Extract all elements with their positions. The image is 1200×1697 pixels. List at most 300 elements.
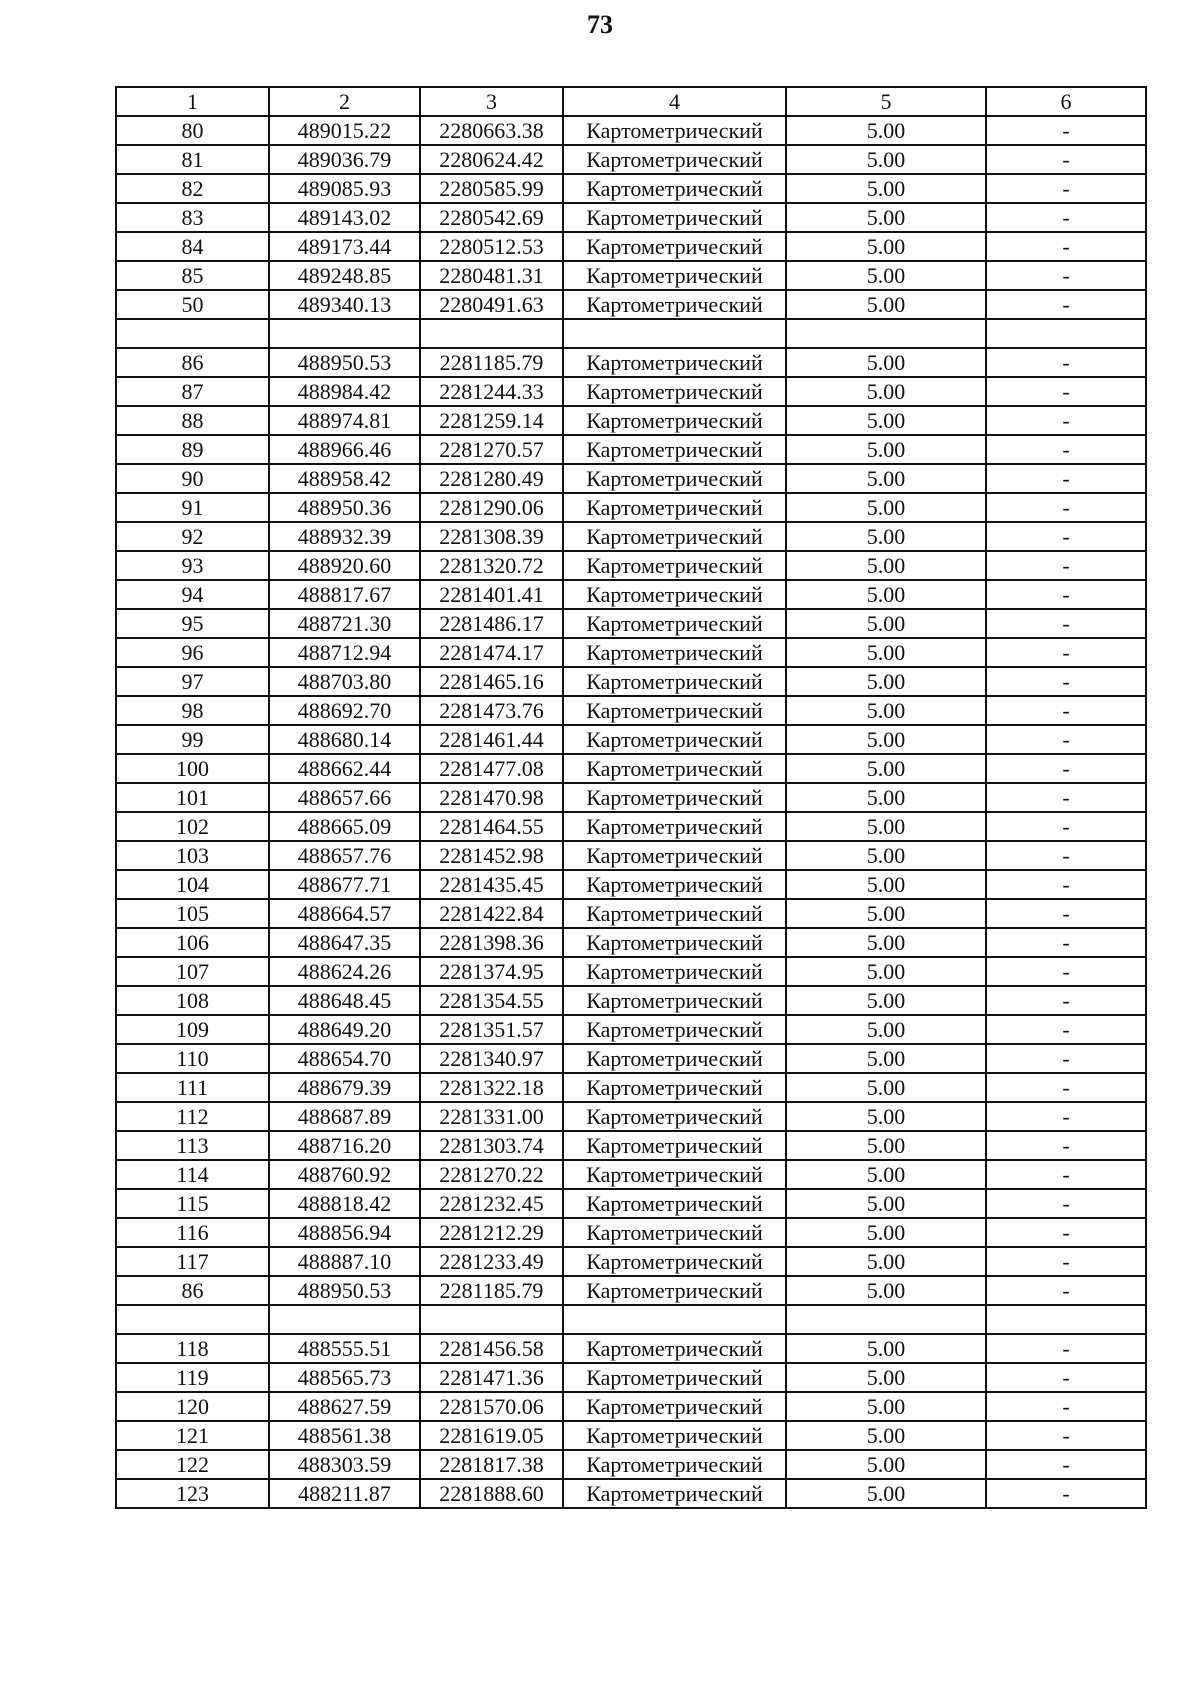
point-number-cell: 108: [116, 986, 269, 1015]
y-coordinate-cell: 2281452.98: [420, 841, 563, 870]
note-cell: -: [986, 1131, 1146, 1160]
accuracy-cell: 5.00: [786, 1479, 986, 1508]
y-coordinate-cell: 2281461.44: [420, 725, 563, 754]
column-number: 1: [116, 87, 269, 116]
method-cell: Картометрический: [563, 899, 786, 928]
x-coordinate-cell: 488565.73: [269, 1363, 420, 1392]
accuracy-cell: 5.00: [786, 899, 986, 928]
x-coordinate-cell: 488561.38: [269, 1421, 420, 1450]
x-coordinate-cell: 488887.10: [269, 1247, 420, 1276]
table-row: [116, 1479, 1146, 1508]
method-cell: Картометрический: [563, 1131, 786, 1160]
method-cell: Картометрический: [563, 609, 786, 638]
point-number-cell: 111: [116, 1073, 269, 1102]
x-coordinate-cell: 488665.09: [269, 812, 420, 841]
accuracy-cell: 5.00: [786, 1392, 986, 1421]
y-coordinate-cell: 2281322.18: [420, 1073, 563, 1102]
x-coordinate-cell: 488760.92: [269, 1160, 420, 1189]
accuracy-cell: 5.00: [786, 1015, 986, 1044]
accuracy-cell: 5.00: [786, 986, 986, 1015]
point-number-cell: 103: [116, 841, 269, 870]
point-number-cell: [116, 319, 269, 348]
accuracy-cell: 5.00: [786, 667, 986, 696]
table-row: [116, 1044, 1146, 1073]
table-row: [116, 870, 1146, 899]
accuracy-cell: 5.00: [786, 638, 986, 667]
y-coordinate-cell: 2281270.22: [420, 1160, 563, 1189]
accuracy-cell: 5.00: [786, 580, 986, 609]
point-number-cell: 81: [116, 145, 269, 174]
point-number-cell: 50: [116, 290, 269, 319]
point-number-cell: 83: [116, 203, 269, 232]
table-row: [116, 493, 1146, 522]
method-cell: Картометрический: [563, 1073, 786, 1102]
accuracy-cell: 5.00: [786, 377, 986, 406]
point-number-cell: 122: [116, 1450, 269, 1479]
point-number-cell: 112: [116, 1102, 269, 1131]
table-row: [116, 377, 1146, 406]
y-coordinate-cell: 2280585.99: [420, 174, 563, 203]
accuracy-cell: 5.00: [786, 1160, 986, 1189]
note-cell: -: [986, 812, 1146, 841]
x-coordinate-cell: 489173.44: [269, 232, 420, 261]
x-coordinate-cell: 488950.36: [269, 493, 420, 522]
y-coordinate-cell: 2280481.31: [420, 261, 563, 290]
note-cell: -: [986, 203, 1146, 232]
method-cell: Картометрический: [563, 174, 786, 203]
y-coordinate-cell: 2281290.06: [420, 493, 563, 522]
table-row: [116, 986, 1146, 1015]
note-cell: -: [986, 957, 1146, 986]
table-row: [116, 899, 1146, 928]
table-row: [116, 1276, 1146, 1305]
method-cell: Картометрический: [563, 290, 786, 319]
y-coordinate-cell: 2281470.98: [420, 783, 563, 812]
x-coordinate-cell: 488627.59: [269, 1392, 420, 1421]
method-cell: [563, 319, 786, 348]
x-coordinate-cell: 488303.59: [269, 1450, 420, 1479]
x-coordinate-cell: [269, 319, 420, 348]
method-cell: Картометрический: [563, 986, 786, 1015]
x-coordinate-cell: 488920.60: [269, 551, 420, 580]
note-cell: -: [986, 435, 1146, 464]
x-coordinate-cell: 488664.57: [269, 899, 420, 928]
table-row: [116, 1334, 1146, 1363]
table-row: [116, 203, 1146, 232]
x-coordinate-cell: 489340.13: [269, 290, 420, 319]
note-cell: -: [986, 1421, 1146, 1450]
y-coordinate-cell: 2281354.55: [420, 986, 563, 1015]
table-row: [116, 725, 1146, 754]
y-coordinate-cell: 2281619.05: [420, 1421, 563, 1450]
accuracy-cell: 5.00: [786, 522, 986, 551]
method-cell: Картометрический: [563, 1189, 786, 1218]
point-number-cell: 117: [116, 1247, 269, 1276]
point-number-cell: 123: [116, 1479, 269, 1508]
table-row: [116, 1392, 1146, 1421]
point-number-cell: 95: [116, 609, 269, 638]
y-coordinate-cell: 2281280.49: [420, 464, 563, 493]
column-number: 4: [563, 87, 786, 116]
point-number-cell: 115: [116, 1189, 269, 1218]
x-coordinate-cell: 488680.14: [269, 725, 420, 754]
note-cell: -: [986, 1160, 1146, 1189]
table-row: [116, 290, 1146, 319]
y-coordinate-cell: 2281473.76: [420, 696, 563, 725]
point-number-cell: 84: [116, 232, 269, 261]
accuracy-cell: [786, 1305, 986, 1334]
point-number-cell: [116, 1305, 269, 1334]
x-coordinate-cell: 489015.22: [269, 116, 420, 145]
y-coordinate-cell: 2281401.41: [420, 580, 563, 609]
method-cell: Картометрический: [563, 1450, 786, 1479]
accuracy-cell: 5.00: [786, 261, 986, 290]
accuracy-cell: 5.00: [786, 464, 986, 493]
page-number: 73: [587, 10, 613, 39]
note-cell: -: [986, 609, 1146, 638]
x-coordinate-cell: 489143.02: [269, 203, 420, 232]
y-coordinate-cell: 2281308.39: [420, 522, 563, 551]
x-coordinate-cell: 488712.94: [269, 638, 420, 667]
accuracy-cell: [786, 319, 986, 348]
note-cell: -: [986, 377, 1146, 406]
y-coordinate-cell: 2281351.57: [420, 1015, 563, 1044]
note-cell: -: [986, 493, 1146, 522]
note-cell: -: [986, 1015, 1146, 1044]
y-coordinate-cell: 2280542.69: [420, 203, 563, 232]
x-coordinate-cell: 488817.67: [269, 580, 420, 609]
point-number-cell: 121: [116, 1421, 269, 1450]
point-number-cell: 96: [116, 638, 269, 667]
table-row: [116, 1160, 1146, 1189]
method-cell: Картометрический: [563, 696, 786, 725]
accuracy-cell: 5.00: [786, 725, 986, 754]
table-row: [116, 232, 1146, 261]
note-cell: -: [986, 290, 1146, 319]
x-coordinate-cell: 488958.42: [269, 464, 420, 493]
y-coordinate-cell: 2281331.00: [420, 1102, 563, 1131]
table-row: [116, 609, 1146, 638]
table-row: [116, 348, 1146, 377]
note-cell: -: [986, 1189, 1146, 1218]
accuracy-cell: 5.00: [786, 957, 986, 986]
note-cell: -: [986, 1073, 1146, 1102]
table-row: [116, 696, 1146, 725]
accuracy-cell: 5.00: [786, 812, 986, 841]
method-cell: Картометрический: [563, 638, 786, 667]
method-cell: Картометрический: [563, 928, 786, 957]
table-row: [116, 1363, 1146, 1392]
table-row: [116, 754, 1146, 783]
point-number-cell: 100: [116, 754, 269, 783]
note-cell: -: [986, 174, 1146, 203]
point-number-cell: 87: [116, 377, 269, 406]
column-number: 3: [420, 87, 563, 116]
accuracy-cell: 5.00: [786, 1363, 986, 1392]
note-cell: -: [986, 696, 1146, 725]
x-coordinate-cell: 489248.85: [269, 261, 420, 290]
method-cell: Картометрический: [563, 203, 786, 232]
accuracy-cell: 5.00: [786, 1276, 986, 1305]
accuracy-cell: 5.00: [786, 754, 986, 783]
x-coordinate-cell: 488692.70: [269, 696, 420, 725]
accuracy-cell: 5.00: [786, 1073, 986, 1102]
x-coordinate-cell: 488648.45: [269, 986, 420, 1015]
note-cell: -: [986, 551, 1146, 580]
y-coordinate-cell: 2281465.16: [420, 667, 563, 696]
table-row: [116, 1189, 1146, 1218]
accuracy-cell: 5.00: [786, 696, 986, 725]
accuracy-cell: 5.00: [786, 1247, 986, 1276]
point-number-cell: 89: [116, 435, 269, 464]
accuracy-cell: 5.00: [786, 1189, 986, 1218]
method-cell: Картометрический: [563, 725, 786, 754]
x-coordinate-cell: 488721.30: [269, 609, 420, 638]
method-cell: Картометрический: [563, 435, 786, 464]
method-cell: Картометрический: [563, 783, 786, 812]
x-coordinate-cell: 488654.70: [269, 1044, 420, 1073]
note-cell: -: [986, 1334, 1146, 1363]
method-cell: Картометрический: [563, 1160, 786, 1189]
table-row: [116, 435, 1146, 464]
x-coordinate-cell: 488555.51: [269, 1334, 420, 1363]
note-cell: -: [986, 870, 1146, 899]
note-cell: -: [986, 986, 1146, 1015]
y-coordinate-cell: 2281374.95: [420, 957, 563, 986]
y-coordinate-cell: 2281817.38: [420, 1450, 563, 1479]
x-coordinate-cell: 488677.71: [269, 870, 420, 899]
y-coordinate-cell: 2281185.79: [420, 348, 563, 377]
y-coordinate-cell: 2281320.72: [420, 551, 563, 580]
accuracy-cell: 5.00: [786, 174, 986, 203]
note-cell: -: [986, 667, 1146, 696]
table-row: [116, 580, 1146, 609]
method-cell: Картометрический: [563, 377, 786, 406]
x-coordinate-cell: 488647.35: [269, 928, 420, 957]
column-number: 5: [786, 87, 986, 116]
note-cell: -: [986, 261, 1146, 290]
x-coordinate-cell: 488679.39: [269, 1073, 420, 1102]
point-number-cell: 94: [116, 580, 269, 609]
point-number-cell: 91: [116, 493, 269, 522]
table-row: [116, 1015, 1146, 1044]
method-cell: Картометрический: [563, 957, 786, 986]
note-cell: -: [986, 1218, 1146, 1247]
table-row: [116, 1218, 1146, 1247]
y-coordinate-cell: 2281233.49: [420, 1247, 563, 1276]
method-cell: Картометрический: [563, 116, 786, 145]
method-cell: Картометрический: [563, 1334, 786, 1363]
accuracy-cell: 5.00: [786, 232, 986, 261]
x-coordinate-cell: 488716.20: [269, 1131, 420, 1160]
method-cell: Картометрический: [563, 406, 786, 435]
x-coordinate-cell: 488649.20: [269, 1015, 420, 1044]
y-coordinate-cell: 2281435.45: [420, 870, 563, 899]
table-row: [116, 1073, 1146, 1102]
method-cell: [563, 1305, 786, 1334]
point-number-cell: 86: [116, 348, 269, 377]
note-cell: -: [986, 841, 1146, 870]
table-row: [116, 522, 1146, 551]
note-cell: -: [986, 1276, 1146, 1305]
method-cell: Картометрический: [563, 1392, 786, 1421]
accuracy-cell: 5.00: [786, 928, 986, 957]
accuracy-cell: 5.00: [786, 783, 986, 812]
y-coordinate-cell: 2281456.58: [420, 1334, 563, 1363]
point-number-cell: 97: [116, 667, 269, 696]
x-coordinate-cell: 489085.93: [269, 174, 420, 203]
y-coordinate-cell: 2280512.53: [420, 232, 563, 261]
y-coordinate-cell: 2281340.97: [420, 1044, 563, 1073]
note-cell: -: [986, 580, 1146, 609]
note-cell: -: [986, 1450, 1146, 1479]
note-cell: -: [986, 348, 1146, 377]
table-row: [116, 928, 1146, 957]
y-coordinate-cell: [420, 1305, 563, 1334]
accuracy-cell: 5.00: [786, 1044, 986, 1073]
accuracy-cell: 5.00: [786, 1102, 986, 1131]
table-row: [116, 841, 1146, 870]
accuracy-cell: 5.00: [786, 203, 986, 232]
point-number-cell: 88: [116, 406, 269, 435]
x-coordinate-cell: 488856.94: [269, 1218, 420, 1247]
column-number: 2: [269, 87, 420, 116]
method-cell: Картометрический: [563, 522, 786, 551]
accuracy-cell: 5.00: [786, 1334, 986, 1363]
column-number-row: [116, 87, 1146, 116]
point-number-cell: 116: [116, 1218, 269, 1247]
method-cell: Картометрический: [563, 1102, 786, 1131]
y-coordinate-cell: 2281270.57: [420, 435, 563, 464]
y-coordinate-cell: 2281464.55: [420, 812, 563, 841]
separator-row: [116, 1305, 1146, 1334]
y-coordinate-cell: 2280624.42: [420, 145, 563, 174]
y-coordinate-cell: 2281471.36: [420, 1363, 563, 1392]
y-coordinate-cell: 2281422.84: [420, 899, 563, 928]
point-number-cell: 119: [116, 1363, 269, 1392]
method-cell: Картометрический: [563, 1218, 786, 1247]
y-coordinate-cell: 2281888.60: [420, 1479, 563, 1508]
point-number-cell: 109: [116, 1015, 269, 1044]
table-row: [116, 783, 1146, 812]
point-number-cell: 114: [116, 1160, 269, 1189]
accuracy-cell: 5.00: [786, 870, 986, 899]
table-row: [116, 145, 1146, 174]
method-cell: Картометрический: [563, 145, 786, 174]
point-number-cell: 92: [116, 522, 269, 551]
table-row: [116, 638, 1146, 667]
table-row: [116, 667, 1146, 696]
y-coordinate-cell: 2281474.17: [420, 638, 563, 667]
accuracy-cell: 5.00: [786, 609, 986, 638]
y-coordinate-cell: 2281244.33: [420, 377, 563, 406]
table-row: [116, 957, 1146, 986]
point-number-cell: 86: [116, 1276, 269, 1305]
point-number-cell: 80: [116, 116, 269, 145]
y-coordinate-cell: 2280491.63: [420, 290, 563, 319]
table-row: [116, 1421, 1146, 1450]
table-row: [116, 261, 1146, 290]
y-coordinate-cell: 2281303.74: [420, 1131, 563, 1160]
note-cell: -: [986, 1363, 1146, 1392]
note-cell: -: [986, 1479, 1146, 1508]
table-row: [116, 551, 1146, 580]
point-number-cell: 110: [116, 1044, 269, 1073]
point-number-cell: 106: [116, 928, 269, 957]
x-coordinate-cell: 488818.42: [269, 1189, 420, 1218]
y-coordinate-cell: 2280663.38: [420, 116, 563, 145]
accuracy-cell: 5.00: [786, 493, 986, 522]
note-cell: -: [986, 638, 1146, 667]
method-cell: Картометрический: [563, 1363, 786, 1392]
note-cell: -: [986, 145, 1146, 174]
x-coordinate-cell: 488950.53: [269, 348, 420, 377]
x-coordinate-cell: 488984.42: [269, 377, 420, 406]
method-cell: Картометрический: [563, 1015, 786, 1044]
x-coordinate-cell: 488657.66: [269, 783, 420, 812]
accuracy-cell: 5.00: [786, 841, 986, 870]
x-coordinate-cell: 488932.39: [269, 522, 420, 551]
note-cell: [986, 319, 1146, 348]
table-body: [116, 87, 1146, 1508]
y-coordinate-cell: 2281477.08: [420, 754, 563, 783]
accuracy-cell: 5.00: [786, 551, 986, 580]
point-number-cell: 98: [116, 696, 269, 725]
x-coordinate-cell: 488966.46: [269, 435, 420, 464]
x-coordinate-cell: 489036.79: [269, 145, 420, 174]
table-row: [116, 1247, 1146, 1276]
table-row: [116, 1131, 1146, 1160]
table-row: [116, 812, 1146, 841]
table-row: [116, 174, 1146, 203]
method-cell: Картометрический: [563, 754, 786, 783]
point-number-cell: 113: [116, 1131, 269, 1160]
x-coordinate-cell: [269, 1305, 420, 1334]
method-cell: Картометрический: [563, 232, 786, 261]
note-cell: [986, 1305, 1146, 1334]
point-number-cell: 102: [116, 812, 269, 841]
method-cell: Картометрический: [563, 261, 786, 290]
y-coordinate-cell: 2281232.45: [420, 1189, 563, 1218]
note-cell: -: [986, 116, 1146, 145]
note-cell: -: [986, 783, 1146, 812]
table-row: [116, 1450, 1146, 1479]
y-coordinate-cell: 2281259.14: [420, 406, 563, 435]
method-cell: Картометрический: [563, 1479, 786, 1508]
x-coordinate-cell: 488950.53: [269, 1276, 420, 1305]
note-cell: -: [986, 754, 1146, 783]
method-cell: Картометрический: [563, 348, 786, 377]
method-cell: Картометрический: [563, 1276, 786, 1305]
column-number: 6: [986, 87, 1146, 116]
method-cell: Картометрический: [563, 464, 786, 493]
table-row: [116, 406, 1146, 435]
note-cell: -: [986, 406, 1146, 435]
y-coordinate-cell: 2281185.79: [420, 1276, 563, 1305]
y-coordinate-cell: 2281570.06: [420, 1392, 563, 1421]
method-cell: Картометрический: [563, 841, 786, 870]
accuracy-cell: 5.00: [786, 290, 986, 319]
x-coordinate-cell: 488624.26: [269, 957, 420, 986]
x-coordinate-cell: 488687.89: [269, 1102, 420, 1131]
method-cell: Картометрический: [563, 551, 786, 580]
point-number-cell: 82: [116, 174, 269, 203]
note-cell: -: [986, 464, 1146, 493]
method-cell: Картометрический: [563, 812, 786, 841]
note-cell: -: [986, 725, 1146, 754]
separator-row: [116, 319, 1146, 348]
method-cell: Картометрический: [563, 667, 786, 696]
